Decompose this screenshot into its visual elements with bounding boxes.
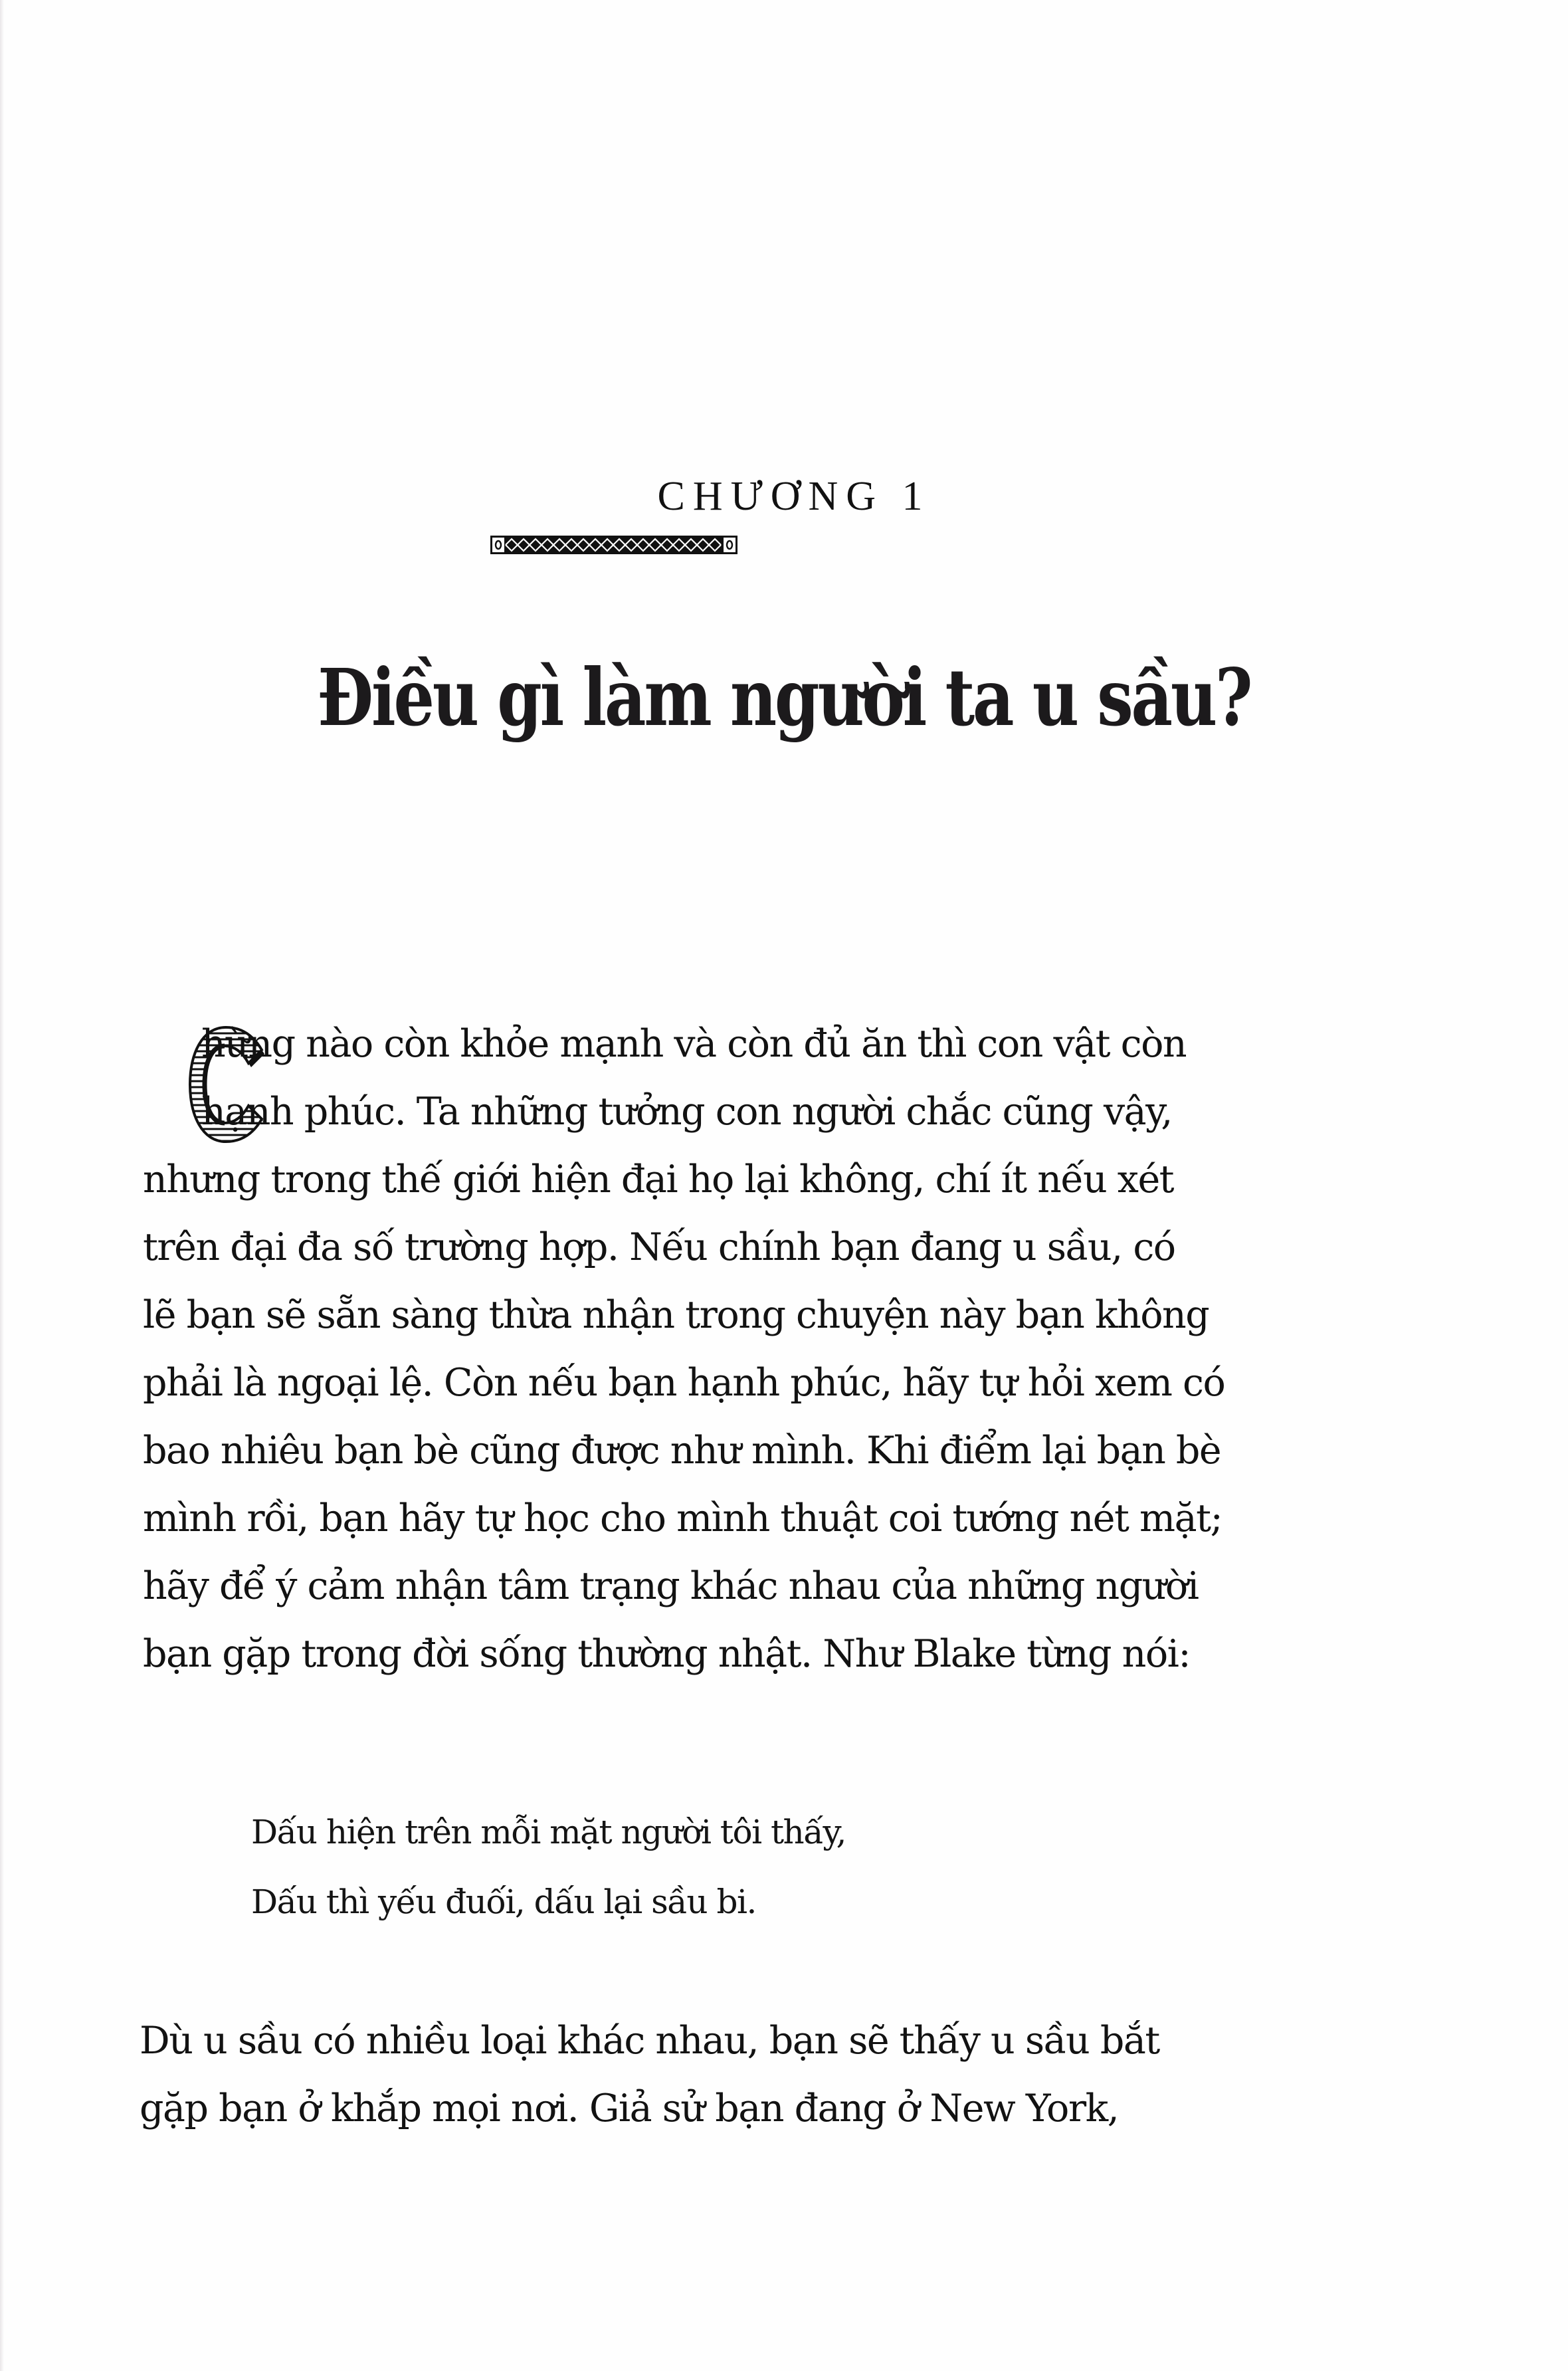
text-line: Dù u sầu có nhiều loại khác nhau, bạn sẽ thấy u sầu bắt — [140, 2019, 1159, 2063]
text-line: lẽ bạn sẽ sẵn sàng thừa nhận trong chuyện này bạn không — [143, 1293, 1209, 1337]
text-line: hừng nào còn khỏe mạnh và còn đủ ăn thì con vật còn — [201, 1022, 1187, 1066]
verse-quote — [251, 1798, 846, 1937]
chapter-title: Điều gì làm người ta u sầu? — [317, 651, 1251, 744]
verse-line: Dấu hiện trên mỗi mặt người tôi thấy, — [251, 1813, 846, 1851]
text-line: bạn gặp trong đời sống thường nhật. Như Blake từng nói: — [143, 1632, 1191, 1676]
text-line: nhưng trong thế giới hiện đại họ lại không, chí ít nếu xét — [143, 1158, 1174, 1201]
diamond-chain-ornament-icon — [490, 534, 738, 556]
text-line: trên đại đa số trường hợp. Nếu chính bạn đang u sầu, có — [143, 1225, 1175, 1269]
paragraph-1 — [143, 1010, 1339, 1688]
text-line: gặp bạn ở khắp mọi nơi. Giả sử bạn đang ở New York, — [140, 2087, 1119, 2130]
text-line: bao nhiêu bạn bè cũng được như mình. Khi điểm lại bạn bè — [143, 1429, 1221, 1473]
text-line: phải là ngoại lệ. Còn nếu bạn hạnh phúc, hãy tự hỏi xem có — [143, 1361, 1225, 1405]
text-line: hãy để ý cảm nhận tâm trạng khác nhau của những người — [143, 1564, 1199, 1608]
text-line: mình rồi, bạn hãy tự học cho mình thuật coi tướng nét mặt; — [143, 1496, 1223, 1540]
verse-line: Dấu thì yếu đuối, dấu lại sầu bi. — [251, 1883, 756, 1921]
page-edge — [0, 0, 4, 2371]
paragraph-2 — [140, 2007, 1335, 2142]
text-line: hạnh phúc. Ta những tưởng con người chắc cũng vậy, — [201, 1090, 1172, 1134]
chapter-label: CHƯƠNG 1 — [657, 474, 931, 519]
